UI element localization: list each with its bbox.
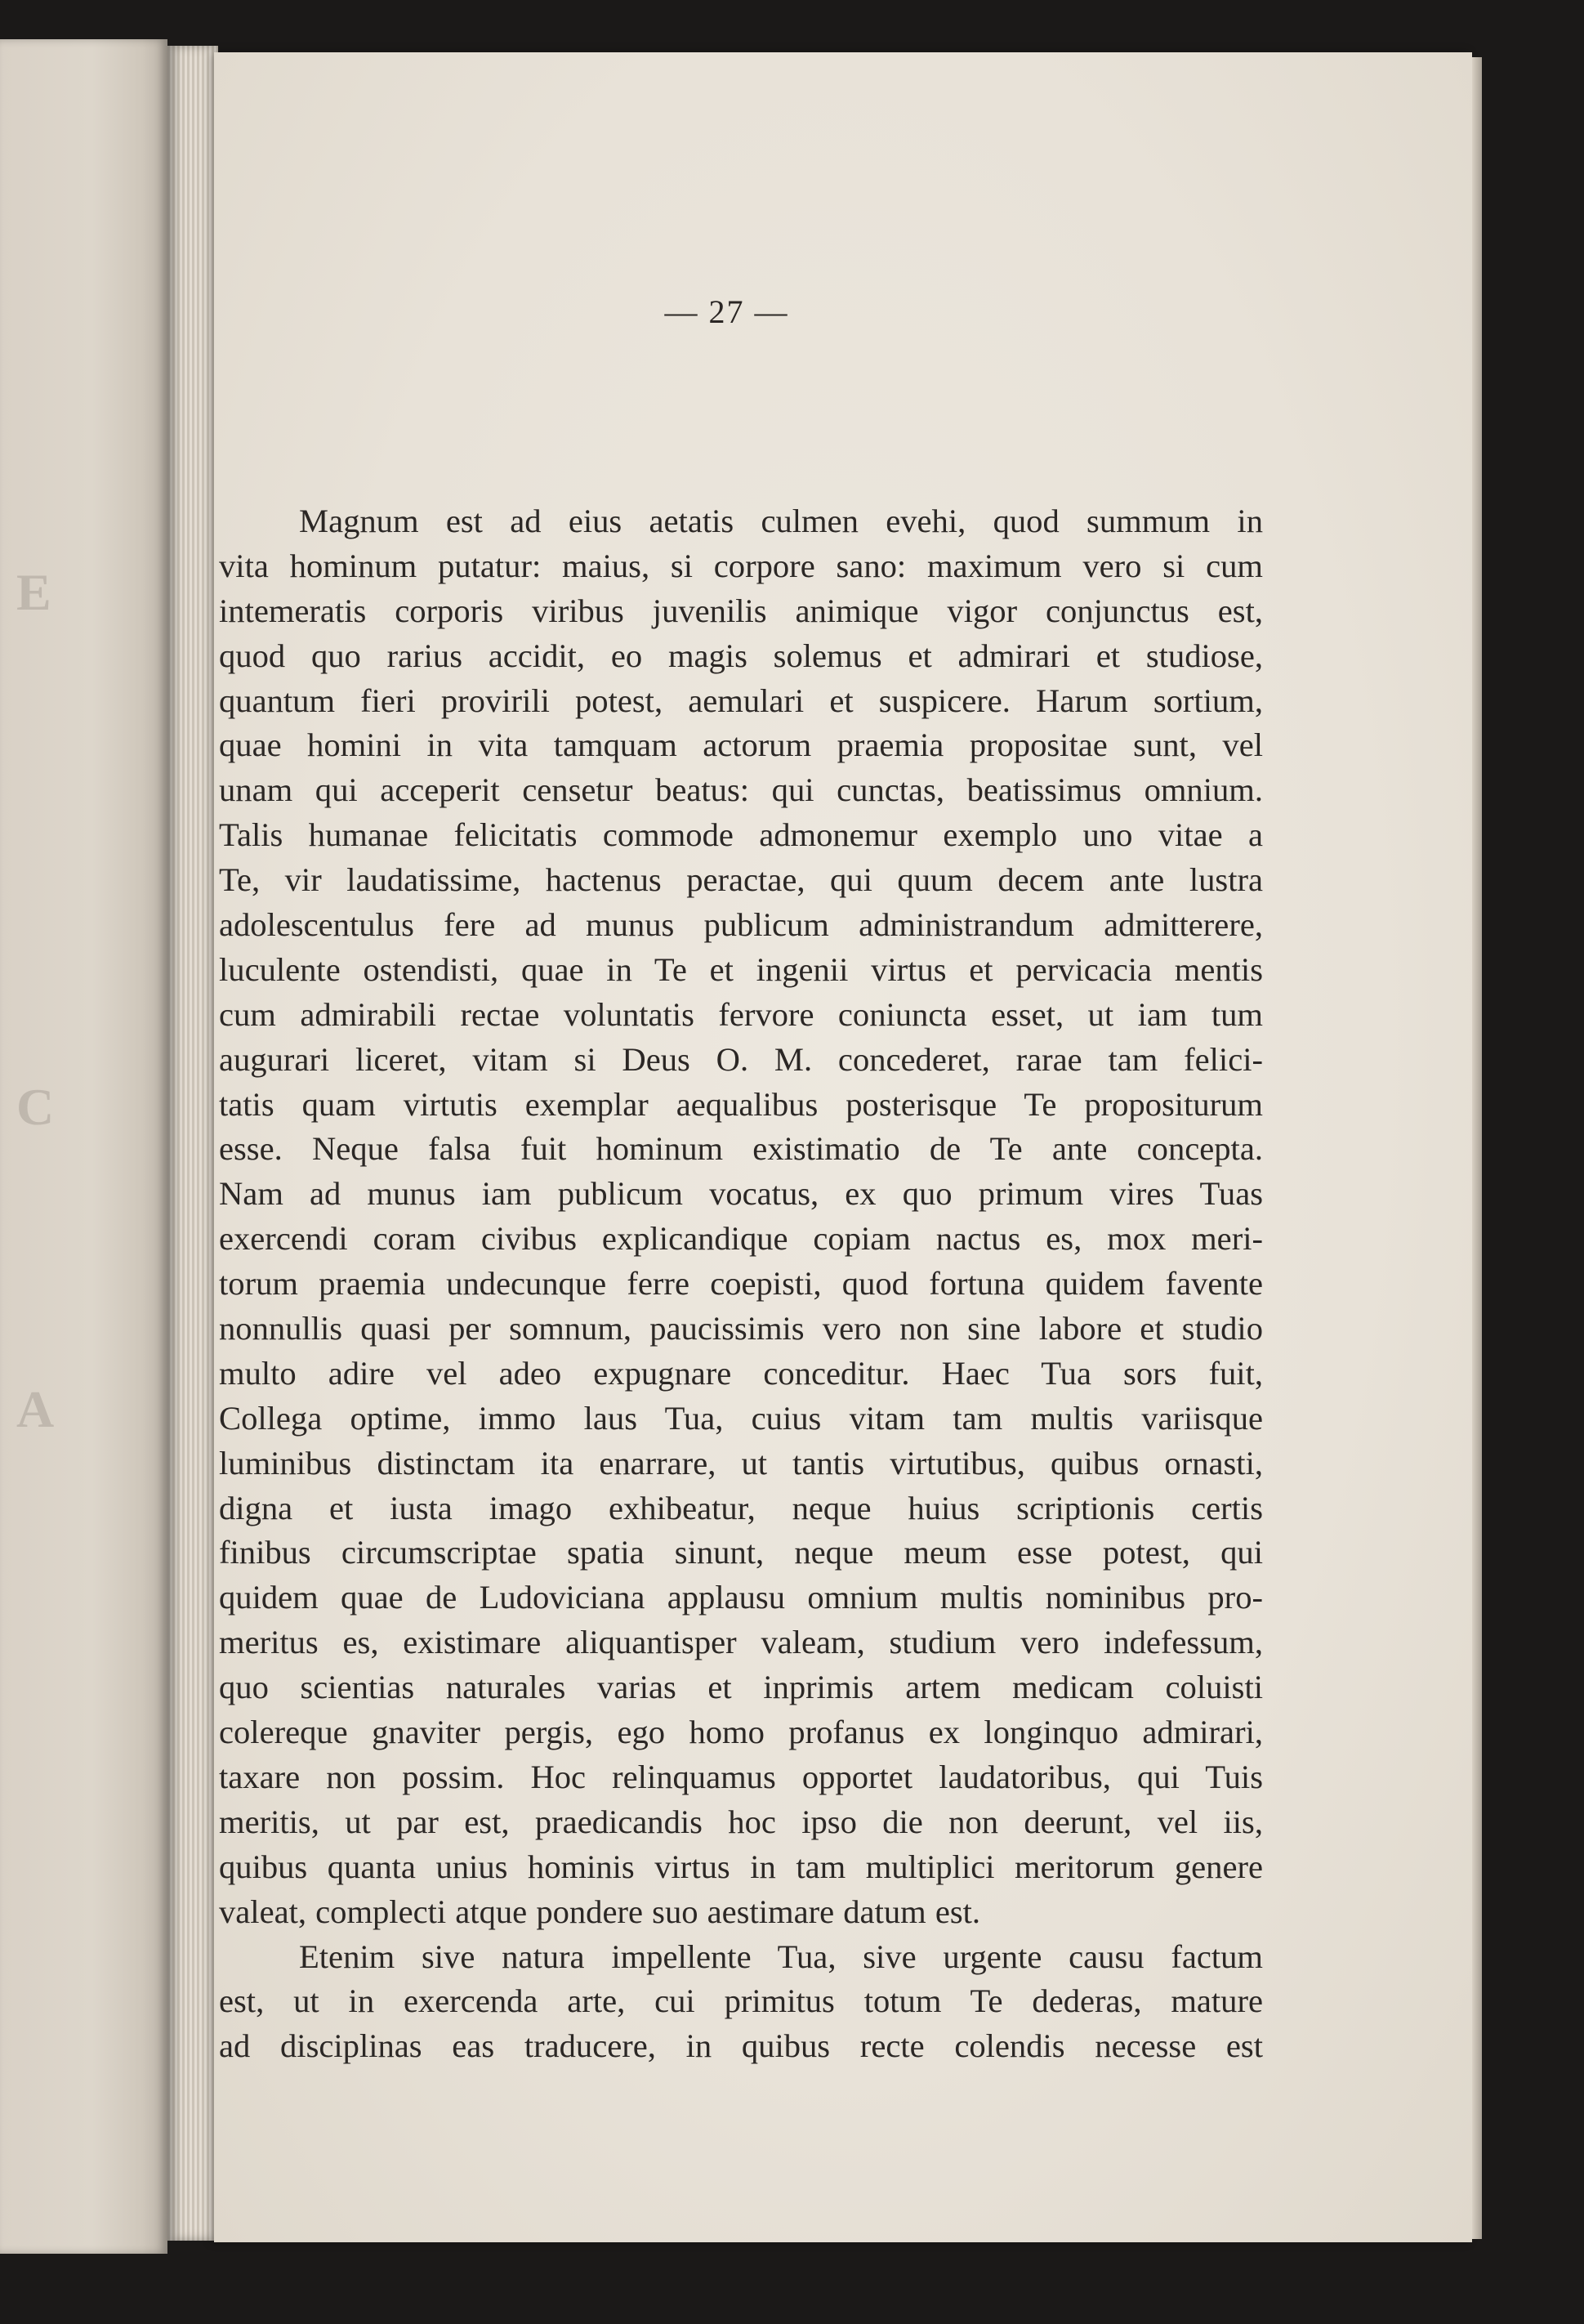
text-line: quibus quanta unius hominis virtus in tam multiplici meritorum genere [219,1848,1263,1885]
text-line: finibus circumscriptae spatia sinunt, neque meum esse potest, qui [219,1534,1263,1571]
text-line: taxare non possim. Hoc relinquamus opportet laudatoribus, qui Tuis [219,1758,1263,1795]
text-line: cum admirabili rectae voluntatis fervore coniuncta esset, ut iam tum [219,995,1263,1033]
text-line: nonnullis quasi per somnum, paucissimis vero non sine labore et studio [219,1310,1263,1347]
text-line: quod quo rarius accidit, eo magis solemus et admirari et studiose, [219,637,1263,674]
text-line: meritis, ut par est, praedicandis hoc ipso die non deerunt, vel iis, [219,1803,1263,1840]
text-line: Nam ad munus iam publicum vocatus, ex quo primum vires Tuas [219,1175,1263,1213]
text-line: adolescentulus fere ad munus publicum administrandum admitterere, [219,906,1263,944]
paragraph [219,1935,1263,2070]
text-line: multo adire vel adeo expugnare conceditur. Haec Tua sors fuit, [219,1354,1263,1392]
facing-page-edge [0,39,167,2254]
text-line: digna et iusta imago exhibeatur, neque huius scriptionis certis [219,1489,1263,1526]
body-text [219,499,1263,2069]
text-line: intemeratis corporis viribus juvenilis animique vigor conjunctus est, [219,592,1263,629]
text-line: unam qui acceperit censetur beatus: qui cunctas, beatissimus omnium. [219,771,1263,809]
text-line: augurari liceret, vitam si Deus O. M. concederet, rarae tam felici- [219,1040,1263,1078]
text-line: Talis humanae felicitatis commode admonemur exemplo uno vitae a [219,816,1263,854]
facing-page-bleed-mark: C [16,1078,56,1136]
page-right-edge [1472,57,1482,2239]
text-line: Te, vir laudatissime, hactenus peractae, qui quum decem ante lustra [219,861,1263,899]
text-line: quae homini in vita tamquam actorum praemia propositae sunt, vel [219,726,1263,764]
facing-page-bleed-mark: E [16,563,53,621]
paragraph [219,499,1263,1935]
text-line: tatis quam virtutis exemplar aequalibus posterisque Te propositurum [219,1085,1263,1123]
text-line: meritus es, existimare aliquantisper valeam, studium vero indefessum, [219,1624,1263,1661]
text-line: colereque gnaviter pergis, ego homo profanus ex longinquo admirari, [219,1714,1263,1751]
text-line: quidem quae de Ludoviciana applausu omnium multis nominibus pro- [219,1579,1263,1616]
text-line: Etenim sive natura impellente Tua, sive urgente causu factum [299,1937,1263,1975]
page-number-text: — 27 — [664,293,789,330]
text-line: quantum fieri provirili potest, aemulari et suspicere. Harum sortium, [219,682,1263,719]
stacked-page-edges [167,46,218,2241]
facing-page-bleed-mark: A [16,1380,56,1438]
text-line: Magnum est ad eius aetatis culmen evehi, quod summum in [299,503,1263,539]
text-line: est, ut in exercenda arte, cui primitus totum Te dederas, mature [219,1982,1263,2020]
text-line: ad disciplinas eas traducere, in quibus recte colendis necesse est [219,2027,1263,2065]
text-line: luculente ostendisti, quae in Te et ingenii virtus et pervicacia mentis [219,950,1263,988]
text-line: torum praemia undecunque ferre coepisti, quod fortuna quidem favente [219,1265,1263,1303]
text-line: valeat, complecti atque pondere suo aestimare datum est. [219,1893,981,1930]
text-line: vita hominum putatur: maius, si corpore sano: maximum vero si cum [219,547,1263,584]
text-line: exercendi coram civibus explicandique copiam nactus es, mox meri- [219,1220,1263,1258]
text-line: Collega optime, immo laus Tua, cuius vitam tam multis variisque [219,1399,1263,1437]
text-line: esse. Neque falsa fuit hominum existimatio de Te ante concepta. [219,1130,1263,1168]
page-number [0,293,1584,331]
text-line: quo scientias naturales varias et inprimis artem medicam coluisti [219,1669,1263,1706]
text-line: luminibus distinctam ita enarrare, ut tantis virtutibus, quibus ornasti, [219,1444,1263,1482]
